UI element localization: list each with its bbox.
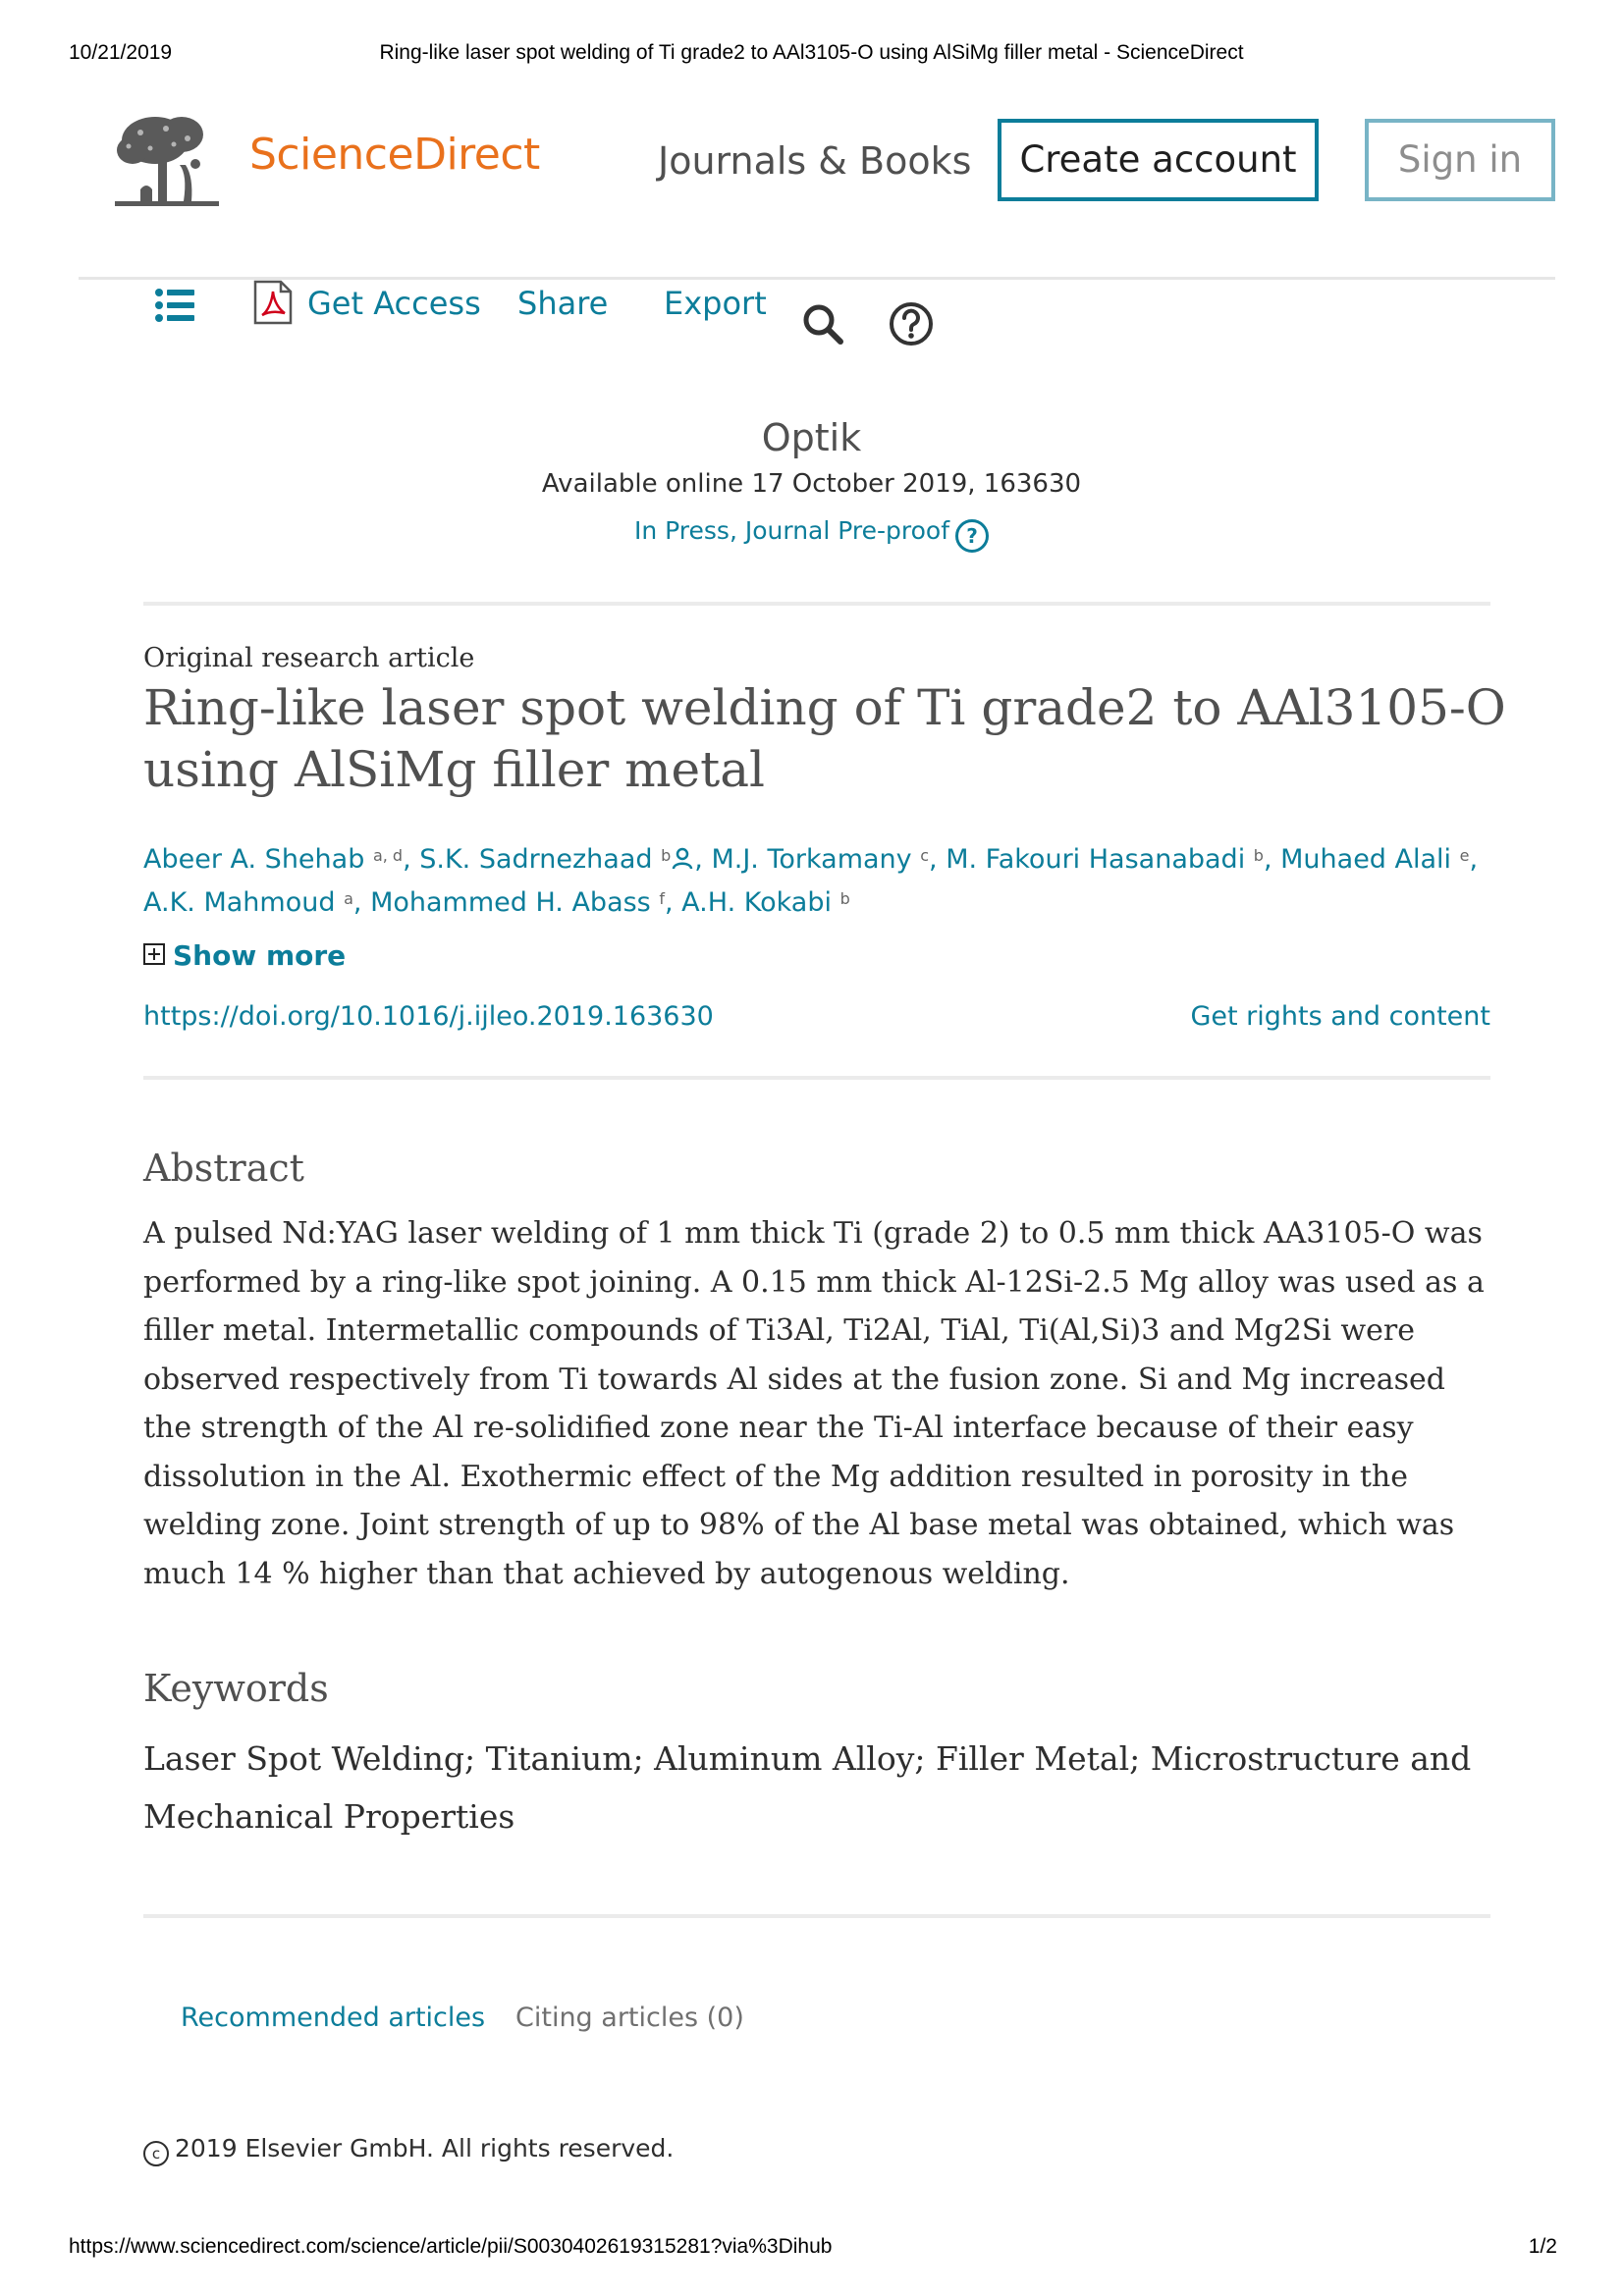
article-title: Ring-like laser spot welding of Ti grade2 to AAl3105-O using AlSiMg filler metal (143, 679, 1506, 798)
author-affiliation[interactable]: a, d (372, 846, 404, 865)
author-link[interactable]: Mohammed H. Abass (370, 887, 651, 918)
author-link[interactable]: A.K. Mahmoud (143, 887, 336, 918)
keyword: Filler Metal (935, 1739, 1130, 1778)
author-affiliation[interactable]: b (839, 889, 850, 908)
create-account-button[interactable]: Create account (998, 119, 1319, 201)
share-link[interactable]: Share (517, 285, 609, 322)
elsevier-tree-logo[interactable] (111, 111, 224, 211)
author-list: Abeer A. Shehab $^{a, d}$, S.K. Sadrnezhaad $^b$ , M.J. Torkamany $^c$, M. Fakouri Hasanabadi $^b$, Muhaed Alali $^e$, A.K. Mahmoud $^a$, Mohammed H. Abass $^f$, A.H. Kokabi $^b$ (143, 844, 1479, 918)
publication-status-label[interactable]: In Press, Journal Pre-proof (633, 516, 950, 545)
abstract-text: A pulsed Nd:YAG laser welding of 1 mm thick Ti (grade 2) to 0.5 mm thick AA3105-O was performed by a ring-like spot joining. A 0.15 mm thick Al-12Si-2.5 Mg alloy was used as a filler metal. Intermetallic compounds of Ti3Al, Ti2Al, TiAl, Ti(Al,Si)3 and Mg2Si were observed respectively from Ti towards Al sides at the fusion zone. Si and Mg increased the strength of the Al re-solidified zone near the Ti-Al interface because of their easy dissolution in the Al. Exothermic effect of the Mg addition resulted in porosity in the welding zone. Joint strength of up to 98% of the Al base metal was obtained, which was much 14 % higher than that achieved by autogenous welding. (143, 1216, 1485, 1591)
journal-name[interactable]: Optik (761, 416, 862, 459)
keywords-heading: Keywords (143, 1667, 329, 1710)
author-affiliation[interactable]: e (1459, 846, 1470, 865)
tab-citing-articles[interactable]: Citing articles (0) (515, 2002, 744, 2033)
publication-status[interactable] (0, 516, 1623, 553)
header-divider (79, 277, 1555, 280)
search-icon[interactable] (802, 303, 843, 345)
author-affiliation[interactable]: c (920, 846, 930, 865)
tab-recommended-articles[interactable]: Recommended articles (181, 2002, 486, 2033)
section-divider (143, 1076, 1490, 1080)
copyright-text: 2019 Elsevier GmbH. All rights reserved. (175, 2134, 675, 2163)
help-icon[interactable] (889, 301, 934, 347)
abstract-heading: Abstract (143, 1147, 304, 1190)
copyright-icon: c (143, 2141, 169, 2166)
pdf-icon[interactable] (252, 280, 294, 325)
export-link[interactable]: Export (664, 285, 767, 322)
section-divider (143, 1914, 1490, 1918)
author-affiliation[interactable]: f (659, 889, 665, 908)
availability-date: Available online 17 October 2019, 163630 (541, 469, 1082, 499)
copyright-notice (143, 2134, 674, 2166)
keyword-list: Laser Spot Welding; Titanium; Aluminum Alloy; Filler Metal; Microstructure and Mechanical Properties (143, 1739, 1472, 1836)
author-link[interactable]: M.J. Torkamany (711, 844, 912, 875)
sciencedirect-logo-text[interactable]: ScienceDirect (249, 130, 540, 180)
author-link[interactable]: S.K. Sadrnezhaad (419, 844, 653, 875)
author-affiliation[interactable]: a (344, 889, 353, 908)
show-more-label: Show more (173, 939, 347, 972)
author-affiliation[interactable]: b (661, 846, 672, 865)
print-date: 10/21/2019 (69, 41, 173, 64)
expand-icon (143, 943, 165, 965)
print-url: https://www.sciencedirect.com/science/article/pii/S0030402619315281?via%3Dihub (69, 2235, 833, 2258)
author-link[interactable]: A.H. Kokabi (681, 887, 832, 918)
author-affiliation[interactable]: b (1253, 846, 1264, 865)
author-link[interactable]: Abeer A. Shehab (143, 844, 365, 875)
author-link[interactable]: M. Fakouri Hasanabadi (946, 844, 1246, 875)
print-page-title: Ring-like laser spot welding of Ti grade2 to AAl3105-O using AlSiMg filler metal - ScienceDirect (379, 41, 1244, 64)
person-icon[interactable] (671, 846, 694, 870)
section-divider (143, 602, 1490, 606)
article-type: Original research article (143, 643, 475, 673)
sign-in-button[interactable]: Sign in (1365, 119, 1555, 201)
doi-link[interactable]: https://doi.org/10.1016/j.ijleo.2019.163630 (143, 1001, 714, 1032)
journals-books-link[interactable]: Journals & Books (658, 139, 972, 183)
keyword: Microstructure and Mechanical Properties (143, 1739, 1472, 1836)
show-more-button[interactable] (143, 939, 346, 972)
print-page-number: 1/2 (1528, 2235, 1557, 2258)
get-access-link[interactable]: Get Access (307, 285, 481, 322)
status-help-icon[interactable]: ? (955, 519, 989, 553)
keyword: Titanium (485, 1739, 633, 1778)
keyword: Aluminum Alloy (654, 1739, 915, 1778)
rights-link[interactable]: Get rights and content (1190, 1001, 1490, 1032)
author-link[interactable]: Muhaed Alali (1280, 844, 1452, 875)
list-icon[interactable] (155, 289, 194, 322)
keyword: Laser Spot Welding (143, 1739, 465, 1778)
